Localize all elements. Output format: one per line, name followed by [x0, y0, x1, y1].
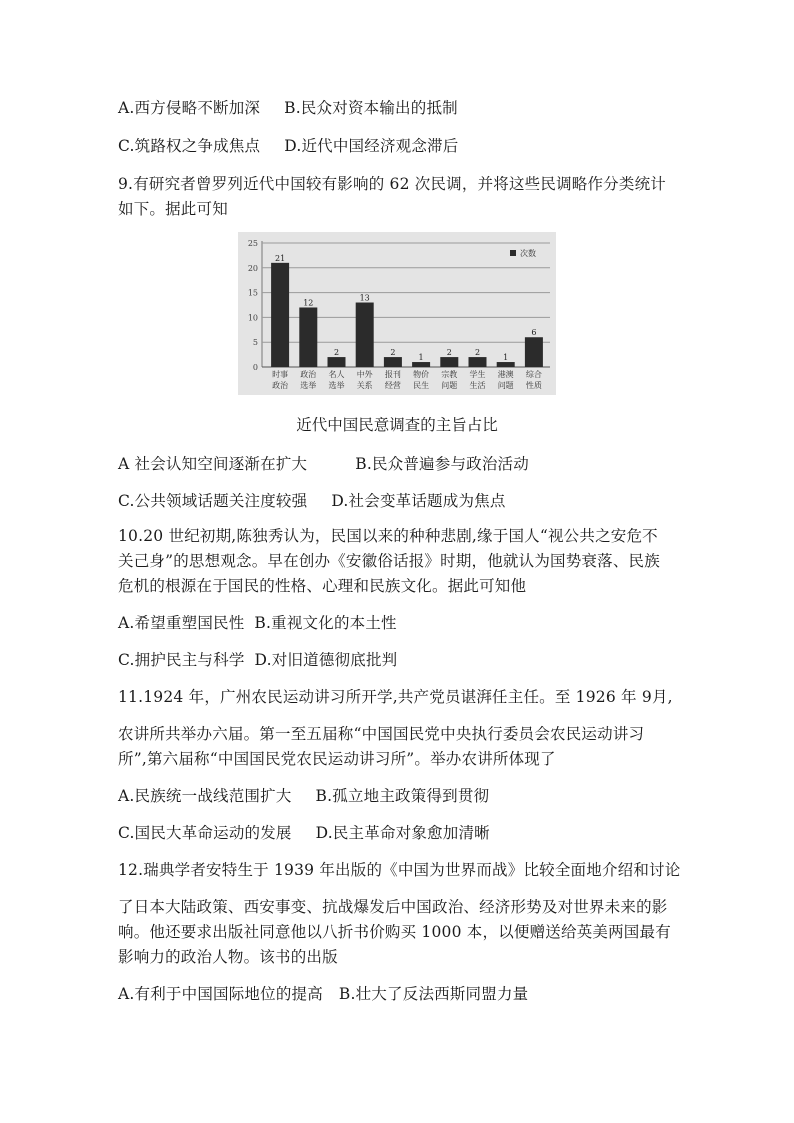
q9-stem-line-1: 9.有研究者曾罗列近代中国较有影响的 62 次民调，并将这些民调略作分类统计: [118, 175, 666, 193]
bar: [271, 263, 289, 367]
y-tick-label: 10: [247, 313, 258, 323]
q10-stem-line-3: 危机的根源在于国民的性格、心理和民族文化。据此可知他: [118, 577, 527, 595]
q12-option-b: B.壮大了反法西斯同盟力量: [338, 985, 529, 1003]
bar-value-label: 2: [333, 348, 340, 358]
q11-option-c: C.国民大革命运动的发展: [118, 824, 292, 842]
x-tick-label: 名人: [328, 370, 345, 379]
chart-caption: 近代中国民意调查的主旨占比: [296, 416, 498, 434]
q12-stem-line-3: 响。他还要求出版社同意他以八折书价购买 1000 本，以便赠送给英美两国最有: [118, 923, 671, 941]
x-tick-label: 选举: [300, 381, 317, 390]
q10-option-d: D.对旧道德彻底批判: [254, 651, 398, 669]
q10-option-a: A.希望重塑国民性: [118, 614, 245, 632]
q8-options-row-1: [118, 96, 458, 118]
q12-stem-line-2: 了日本大陆政策、西安事变、抗战爆发后中国政治、经济形势及对世界未来的影: [118, 898, 668, 916]
q11-option-a: A.民族统一战线范围扩大: [118, 787, 292, 805]
x-tick-label: 政治: [300, 370, 317, 379]
y-tick-label: 25: [247, 239, 258, 248]
q8-option-c: C.筑路权之争成焦点: [118, 137, 261, 155]
q9-option-c: C.公共领域话题关注度较强: [118, 492, 308, 510]
x-tick-label: 问题: [497, 381, 514, 390]
bar-value-label: 13: [359, 293, 370, 303]
q8-options-row-2: [118, 134, 458, 156]
x-tick-label: 港澳: [497, 370, 514, 379]
y-tick-label: 0: [252, 363, 258, 372]
x-tick-label: 问题: [441, 381, 458, 390]
bar: [384, 357, 402, 367]
legend-swatch: [510, 250, 516, 256]
x-tick-label: 关系: [356, 381, 373, 390]
bar-value-label: 12: [303, 298, 314, 308]
q9-option-a: A 社会认知空间逐渐在扩大: [118, 455, 308, 473]
bar-value-label: 1: [503, 353, 509, 363]
x-tick-label: 中外: [356, 370, 373, 379]
x-tick-label: 生活: [469, 381, 486, 390]
q9-option-d: D.社会变革话题成为焦点: [331, 492, 506, 510]
q10-stem-line-1: 10.20 世纪初期,陈独秀认为，民国以来的种种悲剧,缘于国人“视公共之安危不: [118, 527, 658, 545]
q9-options-row-1: [118, 452, 529, 474]
x-tick-label: 时事: [272, 370, 289, 379]
bar: [412, 362, 430, 367]
x-tick-label: 综合: [525, 370, 542, 379]
bar: [299, 307, 317, 367]
bar-value-label: 6: [531, 328, 537, 338]
q11-stem-line-2: 农讲所共举办六届。第一至五届称“中国国民党中央执行委员会农民运动讲习: [118, 725, 645, 743]
bar: [469, 357, 487, 367]
q10-options-row-1: [118, 611, 397, 633]
bar: [328, 357, 346, 367]
bar: [525, 337, 543, 367]
q11-stem-line-1: 11.1924 年，广州农民运动讲习所开学,共产党员谌湃任主任。至 1926 年 9月,: [118, 688, 673, 706]
x-tick-label: 政治: [272, 381, 289, 390]
x-tick-label: 选举: [328, 381, 345, 390]
q10-stem-line-2: 关己身”的思想观念。早在创办《安徽俗话报》时期，他就认为国势衰落、民族: [118, 552, 660, 570]
y-tick-label: 20: [247, 263, 258, 273]
q10-option-c: C.拥护民主与科学: [118, 651, 245, 669]
x-tick-label: 学生: [469, 370, 486, 379]
q9-options-row-2: [118, 489, 506, 511]
legend-label: 次数: [520, 249, 536, 258]
bar: [356, 303, 374, 367]
x-tick-label: 民生: [413, 381, 430, 390]
bar: [440, 357, 458, 367]
q10-options-row-2: [118, 648, 397, 670]
q8-option-d: D.近代中国经济观念滞后: [284, 137, 459, 155]
q12-options-row-1: [118, 982, 528, 1004]
q12-option-a: A.有利于中国国际地位的提高: [118, 985, 323, 1003]
q11-options-row-1: [118, 784, 489, 806]
x-tick-label: 报刊: [384, 370, 401, 379]
x-tick-label: 物价: [413, 370, 430, 379]
bar-value-label: 1: [418, 353, 424, 363]
q9-stem-line-2: 如下。据此可知: [118, 200, 228, 218]
q11-stem-line-3: 所”,第六届称“中国国民党农民运动讲习所”。举办农讲所体现了: [118, 750, 556, 768]
q11-option-d: D.民主革命对象愈加清晰: [315, 824, 490, 842]
x-tick-label: 性质: [525, 381, 542, 390]
q8-option-b: B.民众对资本输出的抵制: [284, 99, 458, 117]
poll-chart-figure: [238, 232, 556, 395]
bar-value-label: 2: [390, 348, 396, 358]
y-tick-label: 5: [252, 338, 258, 348]
x-tick-label: 经营: [384, 381, 401, 390]
bar: [497, 362, 515, 367]
q9-option-b: B.民众普遍参与政治活动: [355, 455, 529, 473]
q11-option-b: B.孤立地主政策得到贯彻: [315, 787, 490, 805]
bar-value-label: 2: [446, 348, 452, 358]
q12-stem-line-4: 影响力的政治人物。该书的出版: [118, 948, 338, 966]
q11-options-row-2: [118, 821, 490, 843]
q10-option-b: B.重视文化的本土性: [254, 614, 397, 632]
q12-stem-line-1: 12.瑞典学者安特生于 1939 年出版的《中国为世界而战》比较全面地介绍和讨论: [118, 861, 681, 879]
bar-value-label: 21: [275, 253, 286, 263]
x-tick-label: 宗教: [441, 370, 458, 379]
bar-value-label: 2: [474, 348, 481, 358]
q8-option-a: A.西方侵略不断加深: [118, 99, 261, 117]
poll-bar-chart: [238, 232, 556, 395]
y-tick-label: 15: [247, 288, 258, 298]
